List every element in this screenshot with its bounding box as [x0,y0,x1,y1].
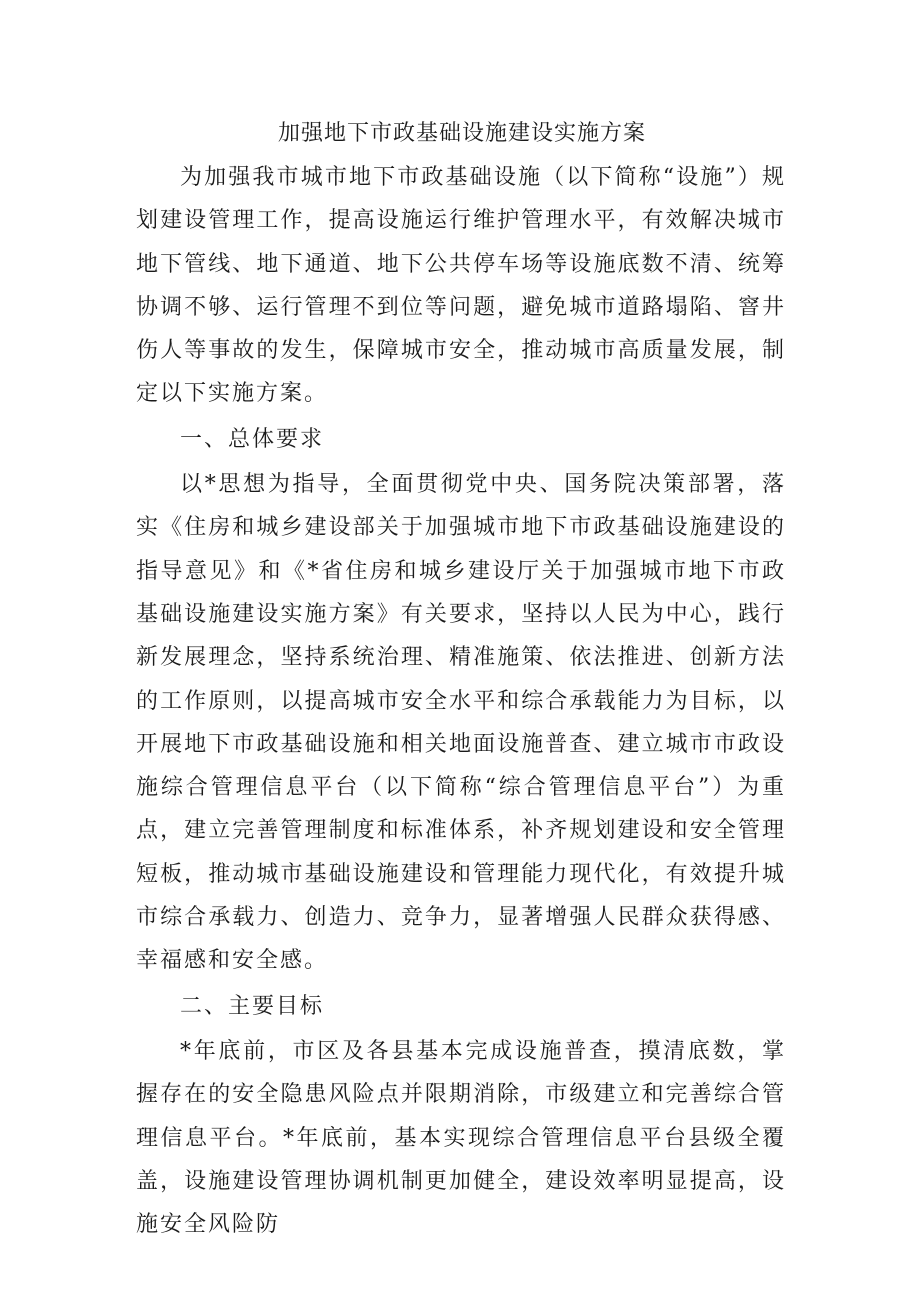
section-heading-main-goals: 二、主要目标 [180,993,325,1019]
general-requirements-paragraph: 以*思想为指导，全面贯彻党中央、国务院决策部署，落实《住房和城乡建设部关于加强城市地下市政基础设施建设的指导意见》和《*省住房和城乡建设厅关于加强城市地下市政基础设施建设实施方案》有关要求，坚持以人民为中心，践行新发展理念，坚持系统治理、精准施策、依法推进、创新方法的工作原则，以提高城市安全水平和综合承载能力为目标，以开展地下市政基础设施和相关地面设施普查、建立城市市政设施综合管理信息平台（以下简称“综合管理信息平台”）为重点，建立完善管理制度和标准体系，补齐规划建设和安全管理短板，推动城市基础设施建设和管理能力现代化，有效提升城市综合承载力、创造力、竞争力，显著增强人民群众获得感、幸福感和安全感。 [136,472,786,974]
section-heading-general-requirements: 一、总体要求 [180,426,325,452]
main-goals-paragraph: *年底前，市区及各县基本完成设施普查，摸清底数，掌握存在的安全隐患风险点并限期消除，市级建立和完善综合管理信息平台。*年底前，基本实现综合管理信息平台县级全覆盖，设施建设管理协调机制更加健全，建设效率明显提高，设施安全风险防 [136,1038,786,1238]
intro-paragraph: 为加强我市城市地下市政基础设施（以下简称“设施”）规划建设管理工作，提高设施运行维护管理水平，有效解决城市地下管线、地下通道、地下公共停车场等设施底数不清、统筹协调不够、运行管理不到位等问题，避免城市道路塌陷、窨井伤人等事故的发生，保障城市安全，推动城市高质量发展，制定以下实施方案。 [136,165,786,407]
document-title: 加强地下市政基础设施建设实施方案 [277,121,646,146]
document-body [136,112,786,1246]
